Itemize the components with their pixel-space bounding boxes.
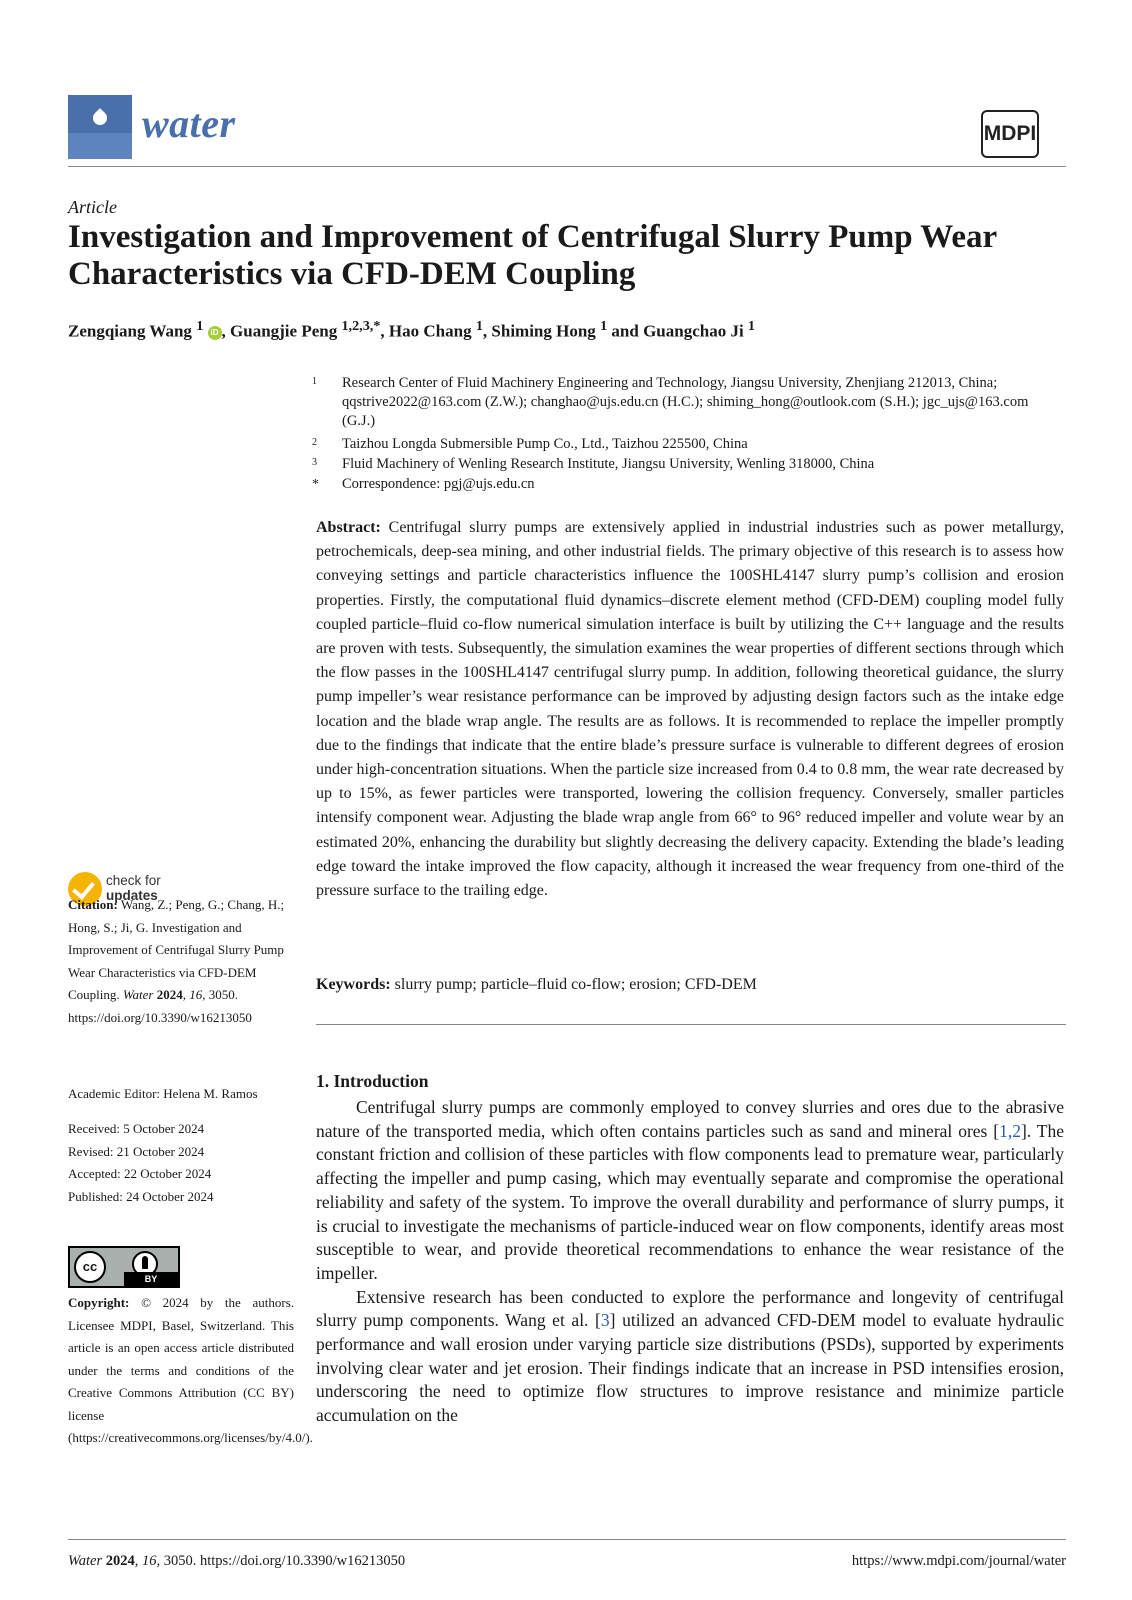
water-drop-icon: [90, 108, 110, 128]
check-for-updates-line1: check for: [106, 873, 161, 888]
reference-link[interactable]: 3: [600, 1310, 610, 1331]
accepted-date: Accepted: 22 October 2024: [68, 1166, 212, 1181]
revised-date: Revised: 21 October 2024: [68, 1143, 205, 1159]
intro-p2-text-cont: ] utilized an advanced CFD-DEM model to evaluate hydraulic performance and wall erosion under varying particle size distributions (PSDs), supported by experiments involving clear water and jet erosion. Their findings indicate that an increase in PSD intensifies erosion, underscoring the need to optimize flow structures to improve resistance and minimize particle accumulation on the: [316, 1310, 1064, 1426]
reference-link[interactable]: 1,2: [999, 1120, 1021, 1141]
citation-label: Citation:: [68, 897, 118, 912]
citation-pages[interactable]: , 3050. https://doi.org/10.3390/w16213050: [68, 987, 252, 1025]
dates: [68, 1118, 294, 1208]
orcid-icon[interactable]: iD: [208, 326, 222, 340]
mdpi-logo: MDPI: [981, 110, 1039, 158]
footer-volume: 16: [141, 1553, 157, 1569]
copyright: [68, 1292, 313, 1450]
academic-editor: Academic Editor: Helena M. Ramos: [68, 1086, 258, 1101]
citation-text: Wang, Z.; Peng, G.; Chang, H.; Hong, S.; Ji, G. Investigation and Improvement of Centrifugal Slurry Pump Wear Characteristics via CFD-DEM Coupling.: [68, 897, 285, 1002]
author-name: Zengqiang Wang: [68, 321, 192, 341]
author-affil-sup: 1,2,3,*: [341, 318, 381, 334]
footer-journal: Water: [68, 1553, 103, 1569]
correspondence: [312, 475, 1052, 495]
citation-volume: 16: [189, 987, 203, 1002]
author-name: Guangchao Ji: [643, 321, 744, 341]
copyright-label: Copyright:: [68, 1295, 130, 1310]
footer-rule: [68, 1539, 1066, 1540]
footer-journal-url[interactable]: https://www.mdpi.com/journal/water: [851, 1553, 1066, 1569]
journal-name: water: [142, 101, 236, 146]
affiliation-text: Fluid Machinery of Wenling Research Institute, Jiangsu University, Wenling 318000, China: [342, 456, 875, 472]
abstract-rule: [316, 1024, 1066, 1025]
affiliation-number: 3: [312, 457, 317, 468]
affiliation-2: [312, 435, 1052, 455]
affiliation-text: Taizhou Longda Submersible Pump Co., Ltd., Taizhou 225500, China: [342, 436, 748, 452]
footer-doi[interactable]: , 3050. https://doi.org/10.3390/w16213050: [156, 1553, 406, 1569]
published-date: Published: 24 October 2024: [68, 1188, 214, 1204]
cc-by-license-badge[interactable]: [68, 1246, 180, 1288]
affiliation-number: 1: [312, 376, 317, 387]
intro-paragraph-2: [316, 1286, 1064, 1428]
journal-logo-icon: [68, 95, 132, 159]
keywords-text: slurry pump; particle–fluid co-flow; erosion; CFD-DEM: [394, 976, 757, 993]
article-type: Article: [68, 197, 117, 217]
abstract-label: Abstract:: [316, 519, 381, 536]
author-affil-sup: 1: [196, 318, 204, 334]
header-rule: [68, 166, 1066, 167]
citation-journal: Water: [122, 987, 154, 1002]
intro-p1-text-cont: ]. The constant friction and collision of these particles with flow components lead to premature wear, particularly affecting the impeller and pump casing, which may eventually separate and compromise the operational reliability and safety of the system. To improve the overall durability and performance of slurry pumps, it is crucial to investigate the mechanisms of particle-induced wear on flow components, identify areas most susceptible to wear, and provide theoretical recommendations to enhance the wear resistance of the impeller.: [316, 1120, 1064, 1283]
section-heading: 1. Introduction: [316, 1071, 429, 1091]
affiliation-text: Research Center of Fluid Machinery Engineering and Technology, Jiangsu University, Zhenjiang 212013, China; qqstrive2022@163.com (Z.W.); changhao@ujs.edu.cn (H.C.); shiming_hong@outlook.com (S.H.); jgc_ujs@163.com (G.J.): [342, 375, 1029, 429]
author-affil-sup: 1: [600, 318, 608, 334]
author-affil-sup: 1: [747, 318, 755, 334]
affiliation-number: 2: [312, 437, 317, 448]
intro-body: [316, 1096, 1064, 1428]
copyright-text: © 2024 by the authors. Licensee MDPI, Basel, Switzerland. This article is an open access article distributed under the terms and conditions of the Creative Commons Attribution (CC BY) license (https://creativecommons.org/licenses/by/4.0/).: [68, 1295, 313, 1445]
logo-band: [68, 133, 132, 159]
author-name: Shiming Hong: [491, 321, 596, 341]
footer-citation: Water 2024, 16, 3050. https://doi.org/10.3390/w16213050: [68, 1553, 406, 1569]
affiliation-3: [312, 455, 1052, 475]
keywords-label: Keywords:: [316, 976, 391, 993]
intro-paragraph-1: [316, 1096, 1064, 1286]
intro-p2-text: Extensive research has been conducted to explore the performance and longevity of centrifugal slurry pump components. Wang et al. [: [316, 1286, 1064, 1331]
correspondence-text: Correspondence: pgj@ujs.edu.cn: [342, 476, 535, 492]
abstract: [316, 516, 1064, 903]
footer-year: 2024: [105, 1553, 135, 1569]
keywords: [316, 973, 1064, 997]
received-date: Received: 5 October 2024: [68, 1121, 205, 1136]
correspondence-marker: *: [312, 477, 319, 492]
author-list: Zengqiang Wang $^1$ iD , Guangjie Peng $^{1,2,3,*}$, Hao Chang $^1$, Shiming Hong $^1$ and Guangchao Ji $^1$: [68, 318, 755, 341]
cc-icon: cc: [74, 1251, 106, 1283]
author-name: Hao Chang: [388, 321, 472, 341]
article-title: Investigation and Improvement of Centrifugal Slurry Pump Wear Characteristics via CFD-DEM Coupling: [68, 219, 997, 292]
author-name: Guangjie Peng: [230, 321, 338, 341]
citation: Citation: Wang, Z.; Peng, G.; Chang, H.; Hong, S.; Ji, G. Investigation and Improvement of Centrifugal Slurry Pump Wear Characteristics via CFD-DEM Coupling. Water 2024, 16, 3050. https://doi.org/10.3390/w16213050: [68, 897, 285, 1025]
by-label: BY: [124, 1272, 178, 1286]
abstract-text: Centrifugal slurry pumps are extensively applied in industrial industries such as power metallurgy, petrochemicals, deep-sea mining, and other industrial fields. The primary objective of this research is to assess how conveying settings and particle characteristics influence the 100SHL4147 slurry pump’s collision and erosion properties. Firstly, the computational fluid dynamics–discrete element method (CFD-DEM) coupling model fully coupled particle–fluid co-flow numerical simulation interface is built by utilizing the C++ language and the results are proven with tests. Subsequently, the simulation examines the wear properties of different sections through which the flow passes in the 100SHL4147 centrifugal slurry pump. In addition, following theoretical guidance, the slurry pump impeller’s wear resistance performance can be improved by adjusting design factors such as the intake edge location and the blade wrap angle. The results are as follows. It is recommended to replace the impeller promptly due to the findings that indicate that the entire blade’s pressure surface is vulnerable to different degrees of erosion under high-concentration situations. When the particle size increased from 0.4 to 0.8 mm, the wear rate decreased by up to 15%, as fewer particles were transported, lowering the collision frequency. Conversely, smaller particles intensify component wear. Adjusting the blade wrap angle from 66° to 96° reduced impeller and volute wear by an estimated 20%, enhancing the durability but slightly decreasing the delivery capacity. Extending the blade’s leading edge toward the intake improved the flow capacity, although it increased the wear frequency from one-third of the pressure surface to the trailing edge.: [316, 519, 1065, 900]
affiliation-1: [312, 374, 1052, 434]
check-for-updates-line2: updates: [106, 888, 158, 903]
author-affil-sup: 1: [475, 318, 483, 334]
intro-p1-text: Centrifugal slurry pumps are commonly employed to convey slurries and ores due to the abrasive nature of the transported media, which often contains particles such as sand and mineral ores [: [316, 1097, 1064, 1141]
citation-year: 2024: [156, 987, 183, 1002]
